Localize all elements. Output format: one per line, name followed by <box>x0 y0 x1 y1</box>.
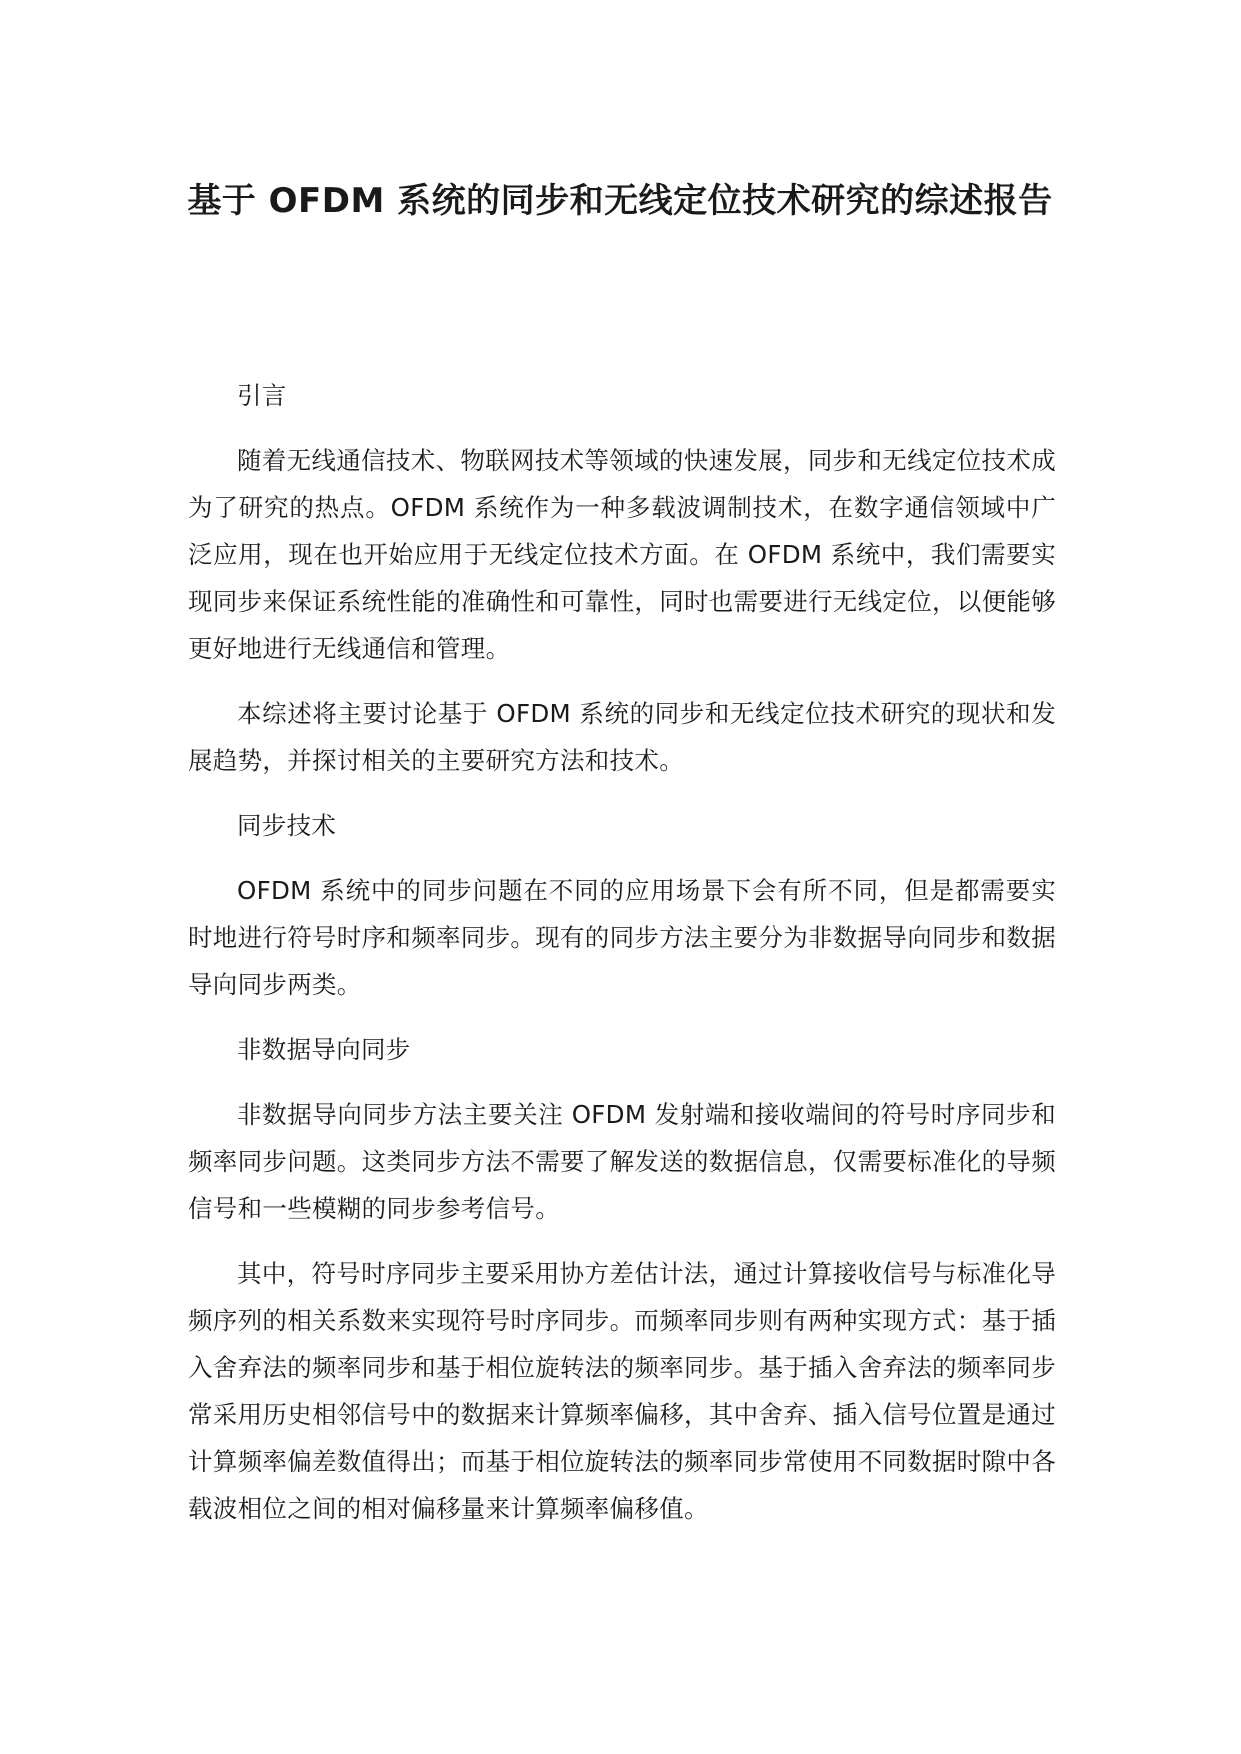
paragraph: 随着无线通信技术、物联网技术等领域的快速发展，同步和无线定位技术成为了研究的热点。OFDM 系统作为一种多载波调制技术，在数字通信领域中广泛应用，现在也开始应用于无线定位技术方面。在 OFDM 系统中，我们需要实现同步来保证系统性能的准确性和可靠性，同时也需要进行无线定位，以便能够更好地进行无线通信和管理。 <box>188 446 1056 663</box>
paragraph: OFDM 系统中的同步问题在不同的应用场景下会有所不同，但是都需要实时地进行符号时序和频率同步。现有的同步方法主要分为非数据导向同步和数据导向同步两类。 <box>188 876 1056 999</box>
section-heading-non-data-aided-sync: 非数据导向同步 <box>237 1035 411 1064</box>
paragraph: 本综述将主要讨论基于 OFDM 系统的同步和无线定位技术研究的现状和发展趋势，并探讨相关的主要研究方法和技术。 <box>188 699 1056 775</box>
paragraph: 其中，符号时序同步主要采用协方差估计法，通过计算接收信号与标准化导频序列的相关系数来实现符号时序同步。而频率同步则有两种实现方式：基于插入舍弃法的频率同步和基于相位旋转法的频率同步。基于插入舍弃法的频率同步常采用历史相邻信号中的数据来计算频率偏移，其中舍弃、插入信号位置是通过计算频率偏差数值得出；而基于相位旋转法的频率同步常使用不同数据时隙中各载波相位之间的相对偏移量来计算频率偏移值。 <box>188 1259 1056 1523</box>
document-body <box>188 372 1056 1550</box>
section-heading-introduction: 引言 <box>237 381 287 410</box>
section-heading-sync-technology: 同步技术 <box>237 811 337 840</box>
document-title: 基于 OFDM 系统的同步和无线定位技术研究的综述报告 <box>187 181 1053 221</box>
paragraph: 非数据导向同步方法主要关注 OFDM 发射端和接收端间的符号时序同步和频率同步问题。这类同步方法不需要了解发送的数据信息，仅需要标准化的导频信号和一些模糊的同步参考信号。 <box>188 1100 1056 1223</box>
